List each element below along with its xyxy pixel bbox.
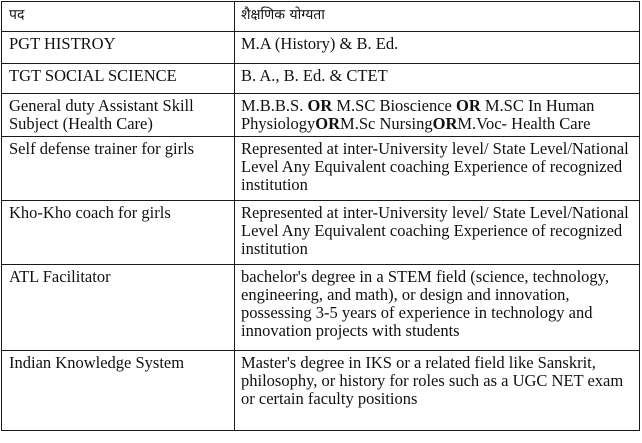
table-row (2, 32, 640, 64)
or-separator: OR (315, 114, 341, 133)
post-cell: Kho-Kho coach for girls (2, 201, 235, 265)
qualification-option: M.B.B.S. (241, 96, 304, 115)
table-row (2, 265, 640, 351)
qualification-cell: Represented at inter-University level/ State Level/National Level Any Equivalent coaching Experience of recognized institution (235, 137, 640, 201)
or-separator: OR (307, 96, 333, 115)
qualification-option: M.SC In Human Physiology (241, 96, 595, 133)
post-cell: Self defense trainer for girls (2, 137, 235, 201)
header-post: पद (2, 2, 235, 32)
or-separator: OR (455, 96, 481, 115)
post-cell: General duty Assistant Skill Subject (Health Care) (2, 94, 235, 137)
qualification-cell: M.A (History) & B. Ed. (235, 32, 640, 64)
table-row (2, 64, 640, 94)
qualification-cell: Represented at inter-University level/ State Level/National Level Any Equivalent coaching Experience of recognized institution (235, 201, 640, 265)
post-cell: Indian Knowledge System (2, 351, 235, 431)
table-row (2, 94, 640, 137)
header-qualification: शैक्षणिक योग्यता (235, 2, 640, 32)
post-cell: ATL Facilitator (2, 265, 235, 351)
qualification-option: M.Sc Nursing (340, 114, 433, 133)
qualification-option: M.SC Bioscience (336, 96, 452, 115)
table-header-row (2, 2, 640, 32)
qualification-cell: Master's degree in IKS or a related field like Sanskrit, philosophy, or history for roles such as a UGC NET exam or certain faculty positions (235, 351, 640, 431)
qualification-cell: bachelor's degree in a STEM field (science, technology, engineering, and math), or design and innovation, possessing 3-5 years of experience in technology and innovation projects with students (235, 265, 640, 351)
qualification-cell (235, 94, 640, 137)
qualification-option: M.Voc- Health Care (457, 114, 591, 133)
or-separator: OR (432, 114, 458, 133)
post-cell: PGT HISTROY (2, 32, 235, 64)
table-row (2, 201, 640, 265)
table-row (2, 351, 640, 431)
qualification-cell: B. A., B. Ed. & CTET (235, 64, 640, 94)
post-cell: TGT SOCIAL SCIENCE (2, 64, 235, 94)
qualification-table (1, 1, 640, 431)
table-row (2, 137, 640, 201)
